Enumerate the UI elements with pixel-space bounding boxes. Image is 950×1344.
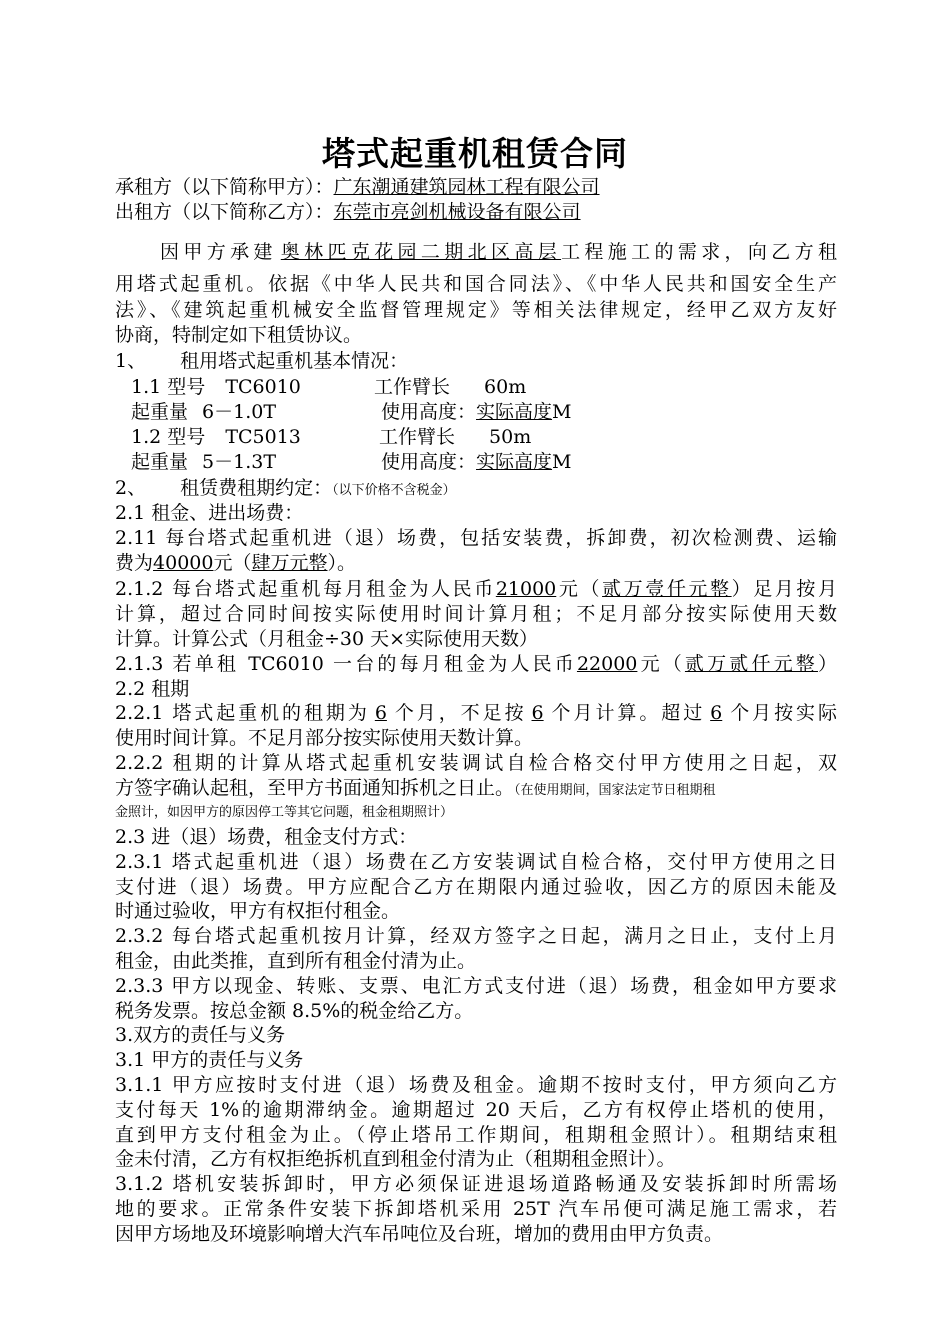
- clause-2-1-3: 2.1.3 若单租 TC6010 一台的每月租金为人民币22000元（贰万贰仟元整）: [115, 653, 837, 675]
- lease-months-2: 6: [531, 702, 544, 724]
- single-rent-amount: 22000: [576, 653, 638, 675]
- clause-2-1-2-line-1: 2.1.2 每台塔式起重机每月租金为人民币21000元（贰万壹仟元整）足月按月: [115, 578, 837, 600]
- crane-2-load-row: 起重量 5－1.3T: [131, 451, 276, 473]
- party-a-line: [115, 175, 600, 199]
- clause-2-1-2-line-3: 计算。计算公式（月租金÷30 天×实际使用天数）: [115, 628, 539, 650]
- clause-2-3-3-line-1: 2.3.3 甲方以现金、转账、支票、电汇方式支付进（退）场费，租金如甲方要求: [115, 975, 837, 997]
- clause-3-1-1-line-3: 直到甲方支付租金为止。（停止塔吊工作期间，租期租金照计）。租期结束租: [115, 1124, 837, 1146]
- single-rent-words: 贰万贰仟元整: [684, 653, 818, 675]
- section-1-heading: 1、 租用塔式起重机基本情况：: [115, 350, 409, 372]
- project-name: 奥林匹克花园二期北区高层: [280, 241, 562, 263]
- clause-3-1-1-line-1: 3.1.1 甲方应按时支付进（退）场费及租金。逾期不按时支付，甲方须向乙方: [115, 1074, 837, 1096]
- clause-2-2-1-line-2: 使用时间计算。不足月部分按实际使用天数计算。: [115, 727, 534, 749]
- monthly-rent-words: 贰万壹仟元整: [602, 578, 732, 600]
- intro-line-1: 因甲方承建 奥林匹克花园二期北区高层工程施工的需求，向乙方租: [160, 241, 837, 263]
- party-b-label: 出租方（以下简称乙方）：: [115, 201, 334, 223]
- clause-3-1-2-line-3: 因甲方场地及环境影响增大汽车吊吨位及台班，增加的费用由甲方负责。: [115, 1223, 724, 1245]
- clause-3-1-2-line-2: 地的要求。正常条件安装下拆卸塔机采用 25T 汽车吊便可满足施工需求，若: [115, 1198, 837, 1220]
- lease-months-1: 6: [374, 702, 387, 724]
- party-a-name: 广东潮通建筑园林工程有限公司: [333, 176, 600, 198]
- party-b-line: [115, 200, 625, 224]
- section-2-1-heading: 2.1 租金、进出场费：: [115, 502, 304, 524]
- document-title: 塔式起重机租赁合同: [322, 134, 628, 173]
- clause-3-1-2-line-1: 3.1.2 塔机安装拆卸时，甲方必须保证进退场道路畅通及安装拆卸时所需场: [115, 1173, 837, 1195]
- crane-1-load-row: 起重量 6－1.0T: [131, 401, 276, 423]
- clause-2-2-2-line-2: 方签字确认起租，至甲方书面通知拆机之日止。（在使用期间，国家法定节日租期租: [115, 777, 716, 799]
- clause-2-3-2-line-2: 租金，由此类推，直到所有租金付清为止。: [115, 950, 477, 972]
- intro-line-4: 协商，特制定如下租赁协议。: [115, 324, 363, 346]
- intro-line-3: 法》、《建筑起重机械安全监督管理规定》等相关法律规定，经甲乙双方友好: [115, 299, 837, 321]
- intro-line-2: 用塔式起重机。依据《中华人民共和国合同法》、《中华人民共和国安全生产: [115, 273, 837, 295]
- section-2-2-heading: 2.2 租期: [115, 678, 190, 700]
- clause-2-3-1-line-2: 支付进（退）场费。甲方应配合乙方在期限内通过验收，因乙方的原因未能及: [115, 876, 837, 898]
- clause-2-3-1-line-1: 2.3.1 塔式起重机进（退）场费在乙方安装调试自检合格，交付甲方使用之日: [115, 851, 837, 873]
- lease-term-note-1: （在使用期间，国家法定节日租期租: [514, 783, 716, 798]
- clause-2-1-2-line-2: 计算，超过合同时间按实际使用时间计算月租；不足月部分按实际使用天数: [115, 603, 837, 625]
- crane-2-model-row: 1.2 型号 TC5013: [131, 426, 301, 448]
- entry-fee-words: 肆万元整: [251, 552, 328, 574]
- lease-months-3: 6: [710, 702, 723, 724]
- crane-2-arm: 工作臂长 50m: [379, 426, 532, 448]
- section-3-heading: 3.双方的责任与义务: [115, 1024, 286, 1046]
- crane-1-height: 使用高度：实际高度M: [381, 401, 572, 423]
- clause-3-1-1-line-4: 金未付清，乙方有权拒绝拆机直到租金付清为止（租期租金照计）。: [115, 1148, 676, 1170]
- monthly-rent-amount: 21000: [495, 578, 557, 600]
- crane-1-model-row: 1.1 型号 TC6010: [131, 376, 301, 398]
- section-2-3-heading: 2.3 进（退）场费，租金支付方式：: [115, 826, 418, 848]
- price-note: （以下价格不含税金）: [332, 483, 456, 498]
- section-3-1-heading: 3.1 甲方的责任与义务: [115, 1049, 304, 1071]
- crane-1-arm: 工作臂长 60m: [374, 376, 527, 398]
- clause-2-3-1-line-3: 时通过验收，甲方有权拒付租金。: [115, 900, 401, 922]
- clause-2-2-2-line-1: 2.2.2 租期的计算从塔式起重机安装调试自检合格交付甲方使用之日起，双: [115, 752, 837, 774]
- clause-2-11-line-2: 费为40000元（肆万元整）。: [115, 552, 357, 574]
- lease-term-note-2: 金照计，如因甲方的原因停工等其它问题，租金租期照计）: [115, 805, 454, 820]
- party-a-label: 承租方（以下简称甲方）：: [115, 176, 334, 198]
- crane-2-height: 使用高度：实际高度M: [381, 451, 572, 473]
- entry-fee-amount: 40000: [153, 552, 214, 574]
- section-2-heading: 2、 租赁费租期约定：（以下价格不含税金）: [115, 477, 456, 499]
- clause-2-3-3-line-2: 税务发票。按总金额 8.5%的税金给乙方。: [115, 1000, 474, 1022]
- clause-3-1-1-line-2: 支付每天 1%的逾期滞纳金。逾期超过 20 天后，乙方有权停止塔机的使用，: [115, 1099, 837, 1121]
- clause-2-3-2-line-1: 2.3.2 每台塔式起重机按月计算，经双方签字之日起，满月之日止，支付上月: [115, 925, 837, 947]
- party-b-name: 东莞市亮剑机械设备有限公司: [333, 201, 581, 223]
- clause-2-2-1-line-1: 2.2.1 塔式起重机的租期为 6 个月，不足按 6 个月计算。超过 6 个月按实际: [115, 702, 837, 724]
- clause-2-11-line-1: 2.11 每台塔式起重机进（退）场费，包括安装费，拆卸费，初次检测费、运输: [115, 527, 837, 549]
